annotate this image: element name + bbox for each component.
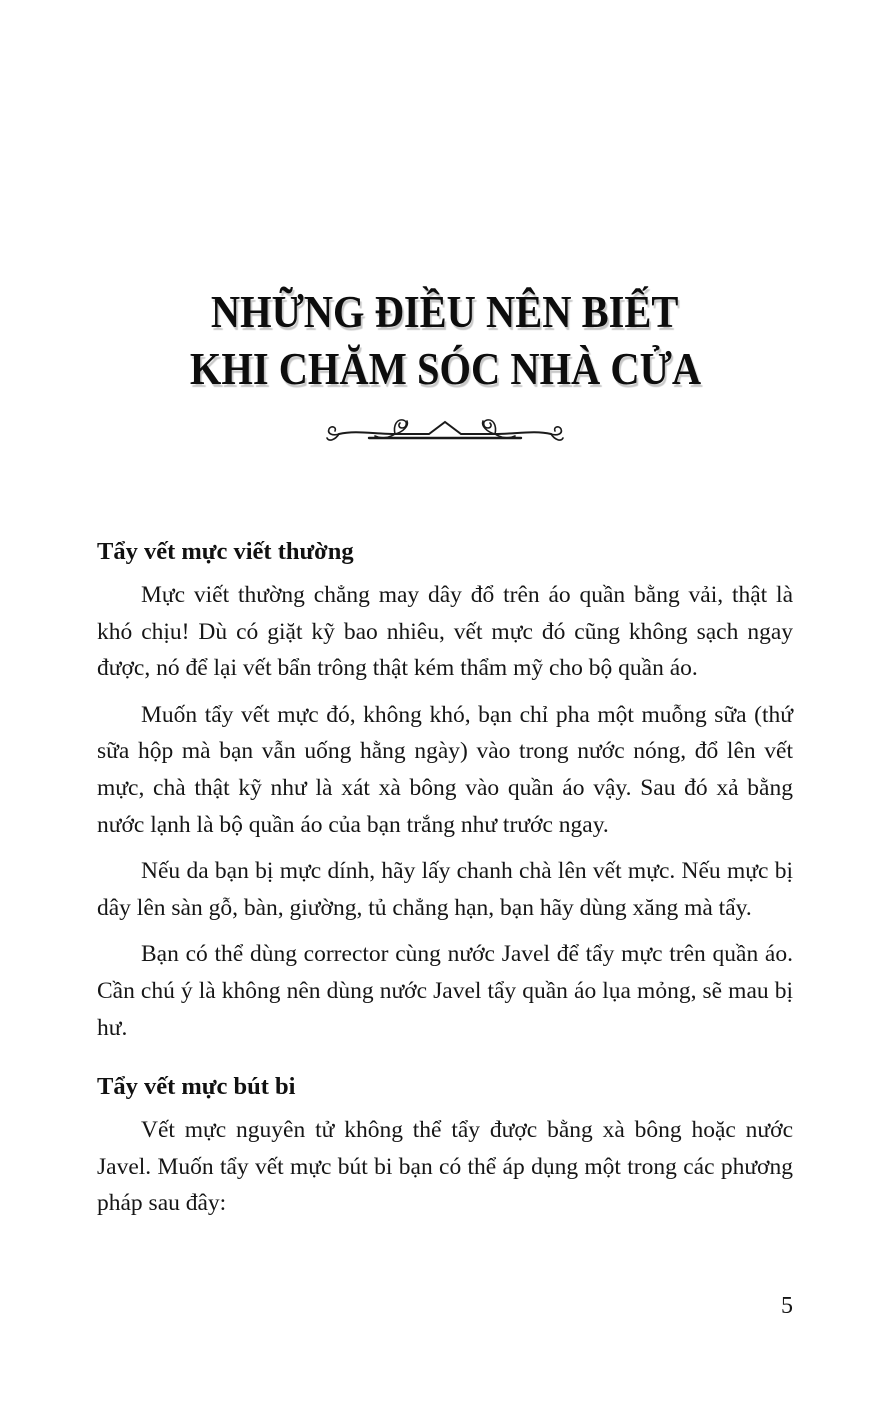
- paragraph: Vết mực nguyên tử không thể tẩy được bằng xà bông hoặc nước Javel. Muốn tẩy vết mực bút bi bạn có thể áp dụng một trong các phương pháp sau đây:: [97, 1117, 793, 1217]
- section-heading-tay-vet-muc-viet-thuong: Tẩy vết mực viết thường: [97, 538, 354, 565]
- page-content: [97, 283, 793, 1222]
- flourish-icon: [325, 407, 565, 453]
- title-line-1: NHỮNG ĐIỀU NÊN BIẾT: [211, 286, 679, 337]
- section-heading-tay-vet-muc-but-bi: Tẩy vết mực bút bi: [97, 1073, 296, 1101]
- page-number: 5: [781, 1293, 793, 1319]
- paragraph: Mực viết thường chẳng may dây đổ trên áo quần bằng vải, thật là khó chịu! Dù có giặt kỹ bao nhiêu, vết mực đó cũng không sạch ngay được, nó để lại vết bẩn trông thật kém thẩm mỹ cho bộ quần áo.: [97, 582, 793, 682]
- paragraph: Bạn có thể dùng corrector cùng nước Javel để tẩy mực trên quần áo. Cần chú ý là không nên dùng nước Javel tẩy quần áo lụa mỏng, sẽ mau bị hư.: [97, 941, 793, 1041]
- page-title: [97, 283, 793, 397]
- decorative-flourish: [325, 407, 565, 453]
- paragraph: Muốn tẩy vết mực đó, không khó, bạn chỉ pha một muỗng sữa (thứ sữa hộp mà bạn vẫn uống hằng ngày) vào trong nước nóng, đổ lên vết mực, chà thật kỹ như là xát xà bông vào quần áo vậy. Sau đó xả bằng nước lạnh là bộ quần áo của bạn trắng như trước ngay.: [97, 701, 793, 838]
- title-line-2: KHI CHĂM SÓC NHÀ CỬA: [189, 343, 701, 394]
- paragraph: Nếu da bạn bị mực dính, hãy lấy chanh chà lên vết mực. Nếu mực bị dây lên sàn gỗ, bàn, giường, tủ chẳng hạn, bạn hãy dùng xăng mà tẩy.: [97, 858, 793, 921]
